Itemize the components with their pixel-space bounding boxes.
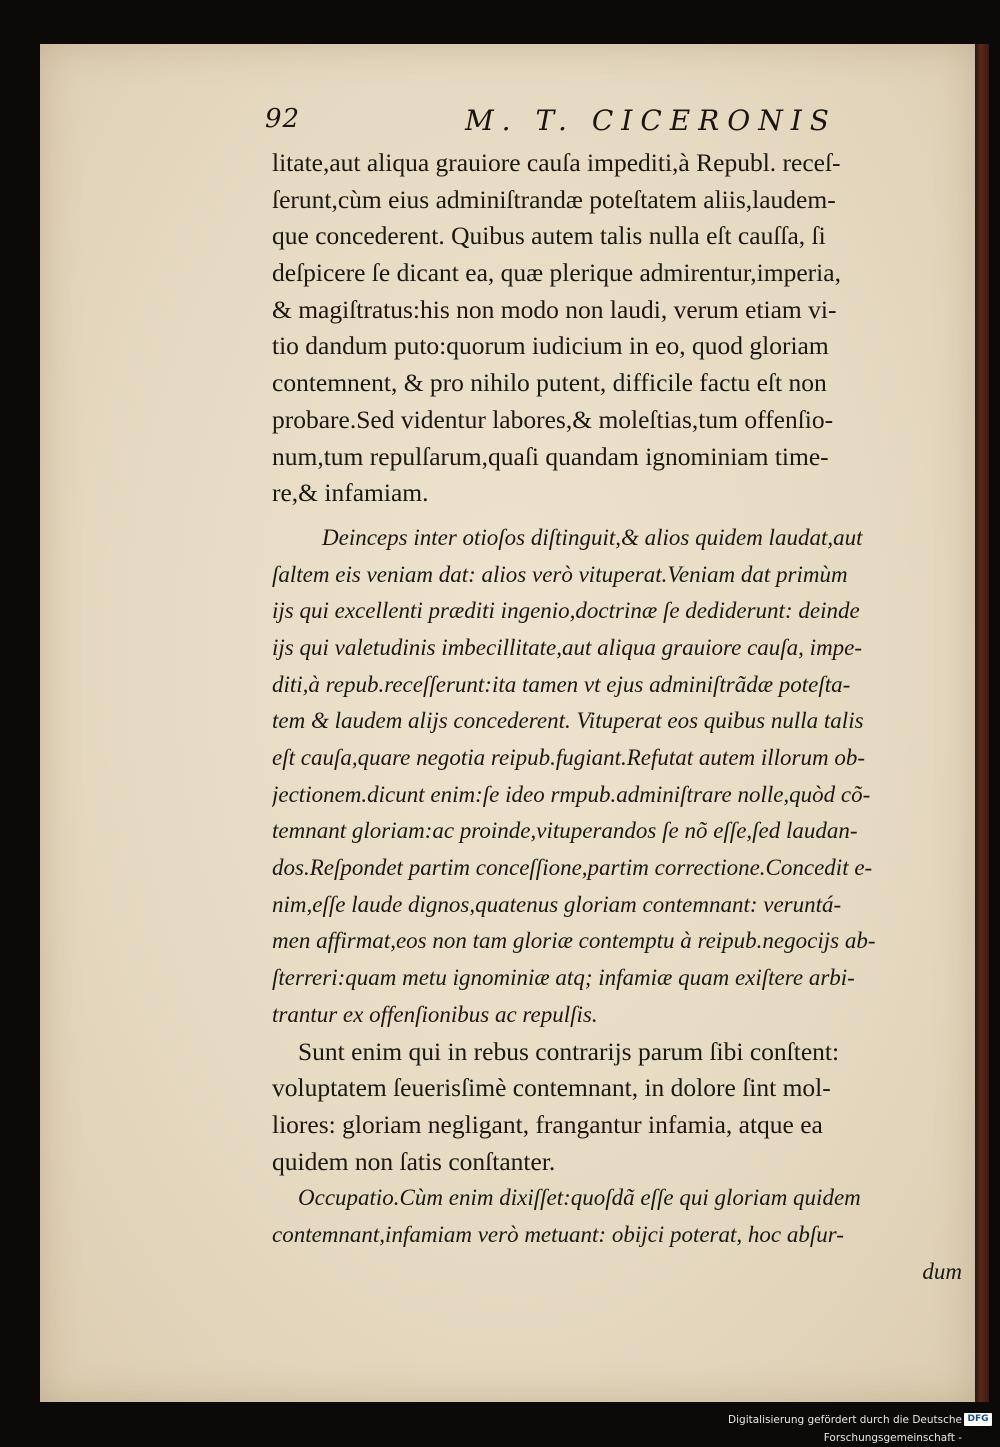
commentary-line: nim,eſſe laude dignos,quatenus gloriam contemnant: veruntá- — [272, 891, 842, 917]
page-text — [272, 145, 962, 1290]
text-line: quidem non ſatis conſtanter. — [272, 1146, 556, 1176]
dfg-logo: DFG — [964, 1413, 992, 1426]
text-line: probare.Sed videntur labores,& moleſtias,tum offenſio- — [272, 404, 834, 434]
text-line: liores: gloriam negligant, frangantur infamia, atque ea — [272, 1109, 823, 1139]
commentary-line: tem & laudem alijs concederent. Vituperat eos quibus nulla talis — [272, 708, 864, 734]
commentary-line: eſt cauſa,quare negotia reipub.fugiant.Refutat autem illorum ob- — [272, 745, 866, 770]
text-line: voluptatem ſeuerisſimè contemnant, in dolore ſint mol- — [272, 1073, 831, 1103]
commentary-line: ſaltem eis veniam dat: alios verò vituperat.Veniam dat primùm — [272, 561, 848, 587]
commentary-line: contemnant,infamiam verò metuant: obijci poterat, hoc abſur- — [272, 1221, 844, 1247]
text-line: litate,aut aliqua grauiore cauſa impediti,à Republ. receſ- — [272, 148, 841, 177]
commentary-line: jectionem.dicunt enim:ſe ideo rmpub.adminiſtrare nolle,quòd cõ- — [272, 781, 871, 807]
digitization-credit: Digitalisierung gefördert durch die Deutsche Forschungsgemeinschaft - — [600, 1411, 1000, 1429]
text-line: ſerunt,cùm eius adminiſtrandæ poteſtatem aliis,laudem- — [272, 184, 836, 214]
commentary-line: ſterreri:quam metu ignominiæ atq; infamiæ quam exiſtere arbi- — [272, 965, 855, 991]
book-spine-edge — [975, 44, 989, 1402]
text-line: deſpicere ſe dicant ea, quæ plerique admirentur,imperia, — [272, 258, 841, 288]
page-number: 92 — [265, 104, 301, 134]
commentary-line: temnant gloriam:ac proinde,vituperandos ſe nõ eſſe,ſed laudan- — [272, 818, 858, 844]
text-line: Sunt enim qui in rebus contrarijs parum ſibi conſtent: — [298, 1036, 840, 1066]
page-header — [265, 104, 965, 144]
text-line: tio dandum puto:quorum iudicium in eo, quod gloriam — [272, 331, 829, 361]
commentary-line: Occupatio.Cùm enim dixiſſet:quoſdã eſſe qui gloriam quidem — [298, 1185, 861, 1211]
catchword: dum — [922, 1258, 962, 1284]
text-line: & magiſtratus:his non modo non laudi, verum etiam vi- — [272, 294, 837, 324]
commentary-line: diti,à repub.receſſerunt:ita tamen vt ejus adminiſtrãdæ poteſta- — [272, 671, 851, 697]
commentary-line: ijs qui excellenti præditi ingenio,doctrinæ ſe dediderunt: deinde — [272, 598, 860, 624]
text-line: contemnent, & pro nihilo putent, difficile factu eſt non — [272, 368, 827, 398]
commentary-line: Deinceps inter otioſos diſtinguit,& alios quidem laudat,aut — [322, 524, 863, 550]
commentary-line: ijs qui valetudinis imbecillitate,aut aliqua grauiore cauſa, impe- — [272, 634, 863, 660]
text-line: num,tum repulſarum,quaſi quandam ignominiam time- — [272, 441, 829, 471]
text-line: re,& infamiam. — [272, 478, 429, 508]
commentary-line: trantur ex offenſionibus ac repulſis. — [272, 1001, 598, 1027]
commentary-line: men affirmat,eos non tam gloriæ contemptu à reipub.negocijs ab- — [272, 928, 876, 954]
running-head: M. T. CICERONIS — [465, 104, 837, 137]
commentary-line: dos.Reſpondet partim conceſſione,partim correctione.Concedit e- — [272, 855, 873, 881]
text-line: que concederent. Quibus autem talis nulla eſt cauſſa, ſi — [272, 221, 826, 251]
